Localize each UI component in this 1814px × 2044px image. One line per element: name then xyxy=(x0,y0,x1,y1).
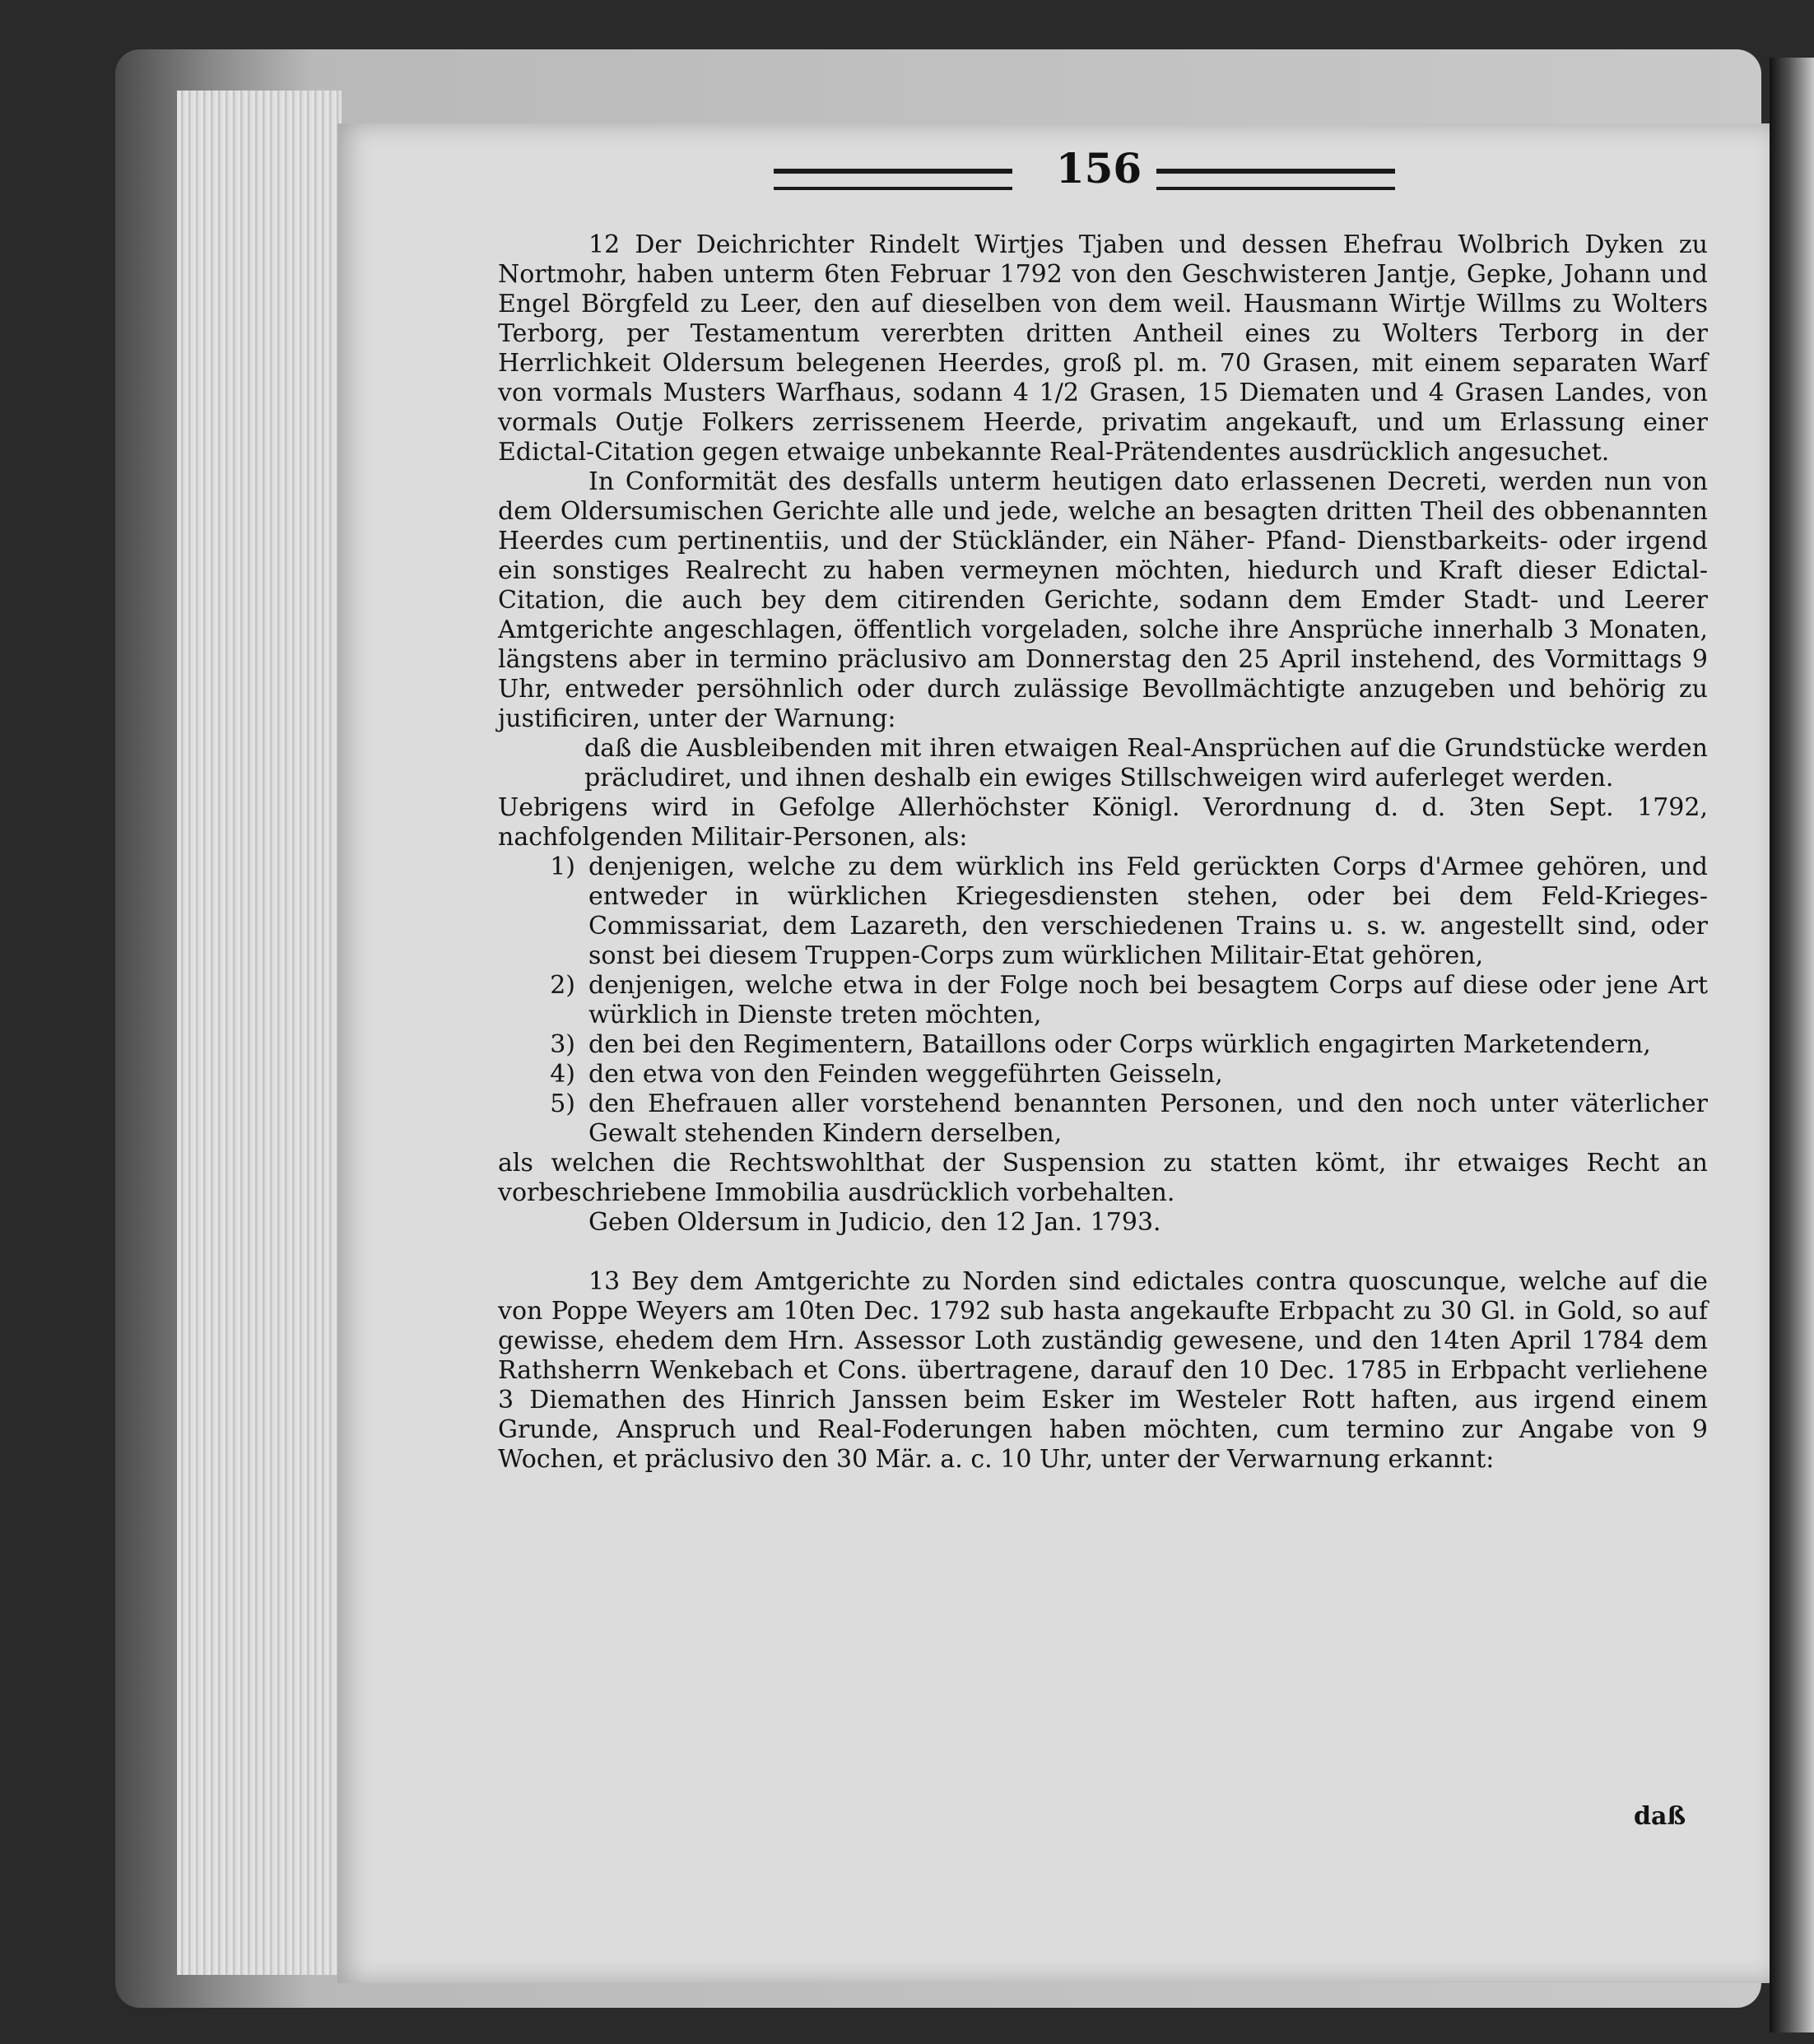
entry-12-warning-quote: daß die Ausbleibenden mit ihren etwaigen Real-Ansprüchen auf die Grundstücke werden präcludiret, und ihnen deshalb ein ewiges Stillschweigen wird auferleget werden. xyxy=(584,734,1708,792)
entry-12-paragraph-3: Uebrigens wird in Gefolge Allerhöchster Königl. Verordnung d. d. 3ten Sept. 1792, nachfolgenden Militair-Personen, als: xyxy=(498,793,1708,852)
page-number: 156 xyxy=(1055,144,1142,193)
header-rule-right xyxy=(1156,169,1395,190)
list-item-text: denjenigen, welche etwa in der Folge noch bei besagtem Corps auf diese oder jene Art würklich in Dienste treten möchten, xyxy=(588,971,1708,1029)
entry-13-paragraph-1: 13 Bey dem Amtgerichte zu Norden sind edictales contra quoscunque, welche auf die von Poppe Weyers am 10ten Dec. 1792 sub hasta angekaufte Erbpacht zu 30 Gl. in Gold, so auf gewisse, ehedem dem Hrn. Assessor Loth zuständig gewesene, und den 14ten April 1784 dem Rathsherrn Wenkebach et Cons. übertragene, darauf den 10 Dec. 1785 in Erbpacht verliehene 3 Diemathen des Hinrich Janssen beim Esker im Westeler Rott haften, aus irgend einem Grunde, Anspruch und Real-Foderungen haben möchten, cum termino zur Angabe von 9 Wochen, et präclusivo den 30 Mär. a. c. 10 Uhr, unter der Verwarnung erkannt: xyxy=(498,1267,1708,1474)
list-item-text: den etwa von den Feinden weggeführten Geisseln, xyxy=(588,1060,1223,1089)
header-rule-left xyxy=(774,169,1012,190)
page-body xyxy=(498,230,1708,1475)
list-item xyxy=(498,1089,1708,1149)
list-item-text: den bei den Regimentern, Bataillons oder Corps würklich engagirten Marketendern, xyxy=(588,1030,1651,1059)
list-item-number: 5) xyxy=(550,1089,575,1118)
page-stack-edges xyxy=(177,91,342,1975)
entry-12-paragraph-4: als welchen die Rechtswohlthat der Suspension zu statten kömt, ihr etwaiges Recht an vorbeschriebene Immobilia ausdrücklich vorbehalten. xyxy=(498,1149,1708,1207)
book-page xyxy=(337,123,1770,1983)
list-item xyxy=(498,1060,1708,1089)
entry-separator xyxy=(498,1238,1708,1267)
list-item-text: denjenigen, welche zu dem würklich ins Feld gerückten Corps d'Armee gehören, und entweder in würklichen Kriegesdiensten stehen, oder bei dem Feld-Krieges-Commissariat, dem Lazareth, den verschiedenen Trains u. s. w. angestellt sind, oder sonst bei diesem Truppen-Corps zum würklichen Militair-Etat gehören, xyxy=(588,852,1708,970)
list-item-number: 3) xyxy=(550,1030,575,1059)
list-item-number: 2) xyxy=(550,971,575,1000)
list-item xyxy=(498,971,1708,1030)
list-item-number: 1) xyxy=(550,852,575,881)
list-item-number: 4) xyxy=(550,1060,575,1089)
page-header xyxy=(337,144,1770,202)
entry-12-paragraph-1: 12 Der Deichrichter Rindelt Wirtjes Tjaben und dessen Ehefrau Wolbrich Dyken zu Nortmohr, haben unterm 6ten Februar 1792 von den Geschwisteren Jantje, Gepke, Johann und Engel Börgfeld zu Leer, den auf dieselben von dem weil. Hausmann Wirtje Willms zu Wolters Terborg, per Testamentum vererbten dritten Antheil eines zu Wolters Terborg in der Herrlichkeit Oldersum belegenen Heerdes, groß pl. m. 70 Grasen, mit einem separaten Warf von vormals Musters Warfhaus, sodann 4 1/2 Grasen, 15 Diematen und 4 Grasen Landes, von vormals Outje Folkers zerrissenem Heerde, privatim angekauft, und um Erlassung einer Edictal-Citation gegen etwaige unbekannte Real-Prätendentes ausdrücklich angesuchet. xyxy=(498,230,1708,467)
entry-12-paragraph-2: In Conformität des desfalls unterm heutigen dato erlassenen Decreti, werden nun von dem Oldersumischen Gerichte alle und jede, welche an besagten dritten Theil des obbenannten Heerdes cum pertinentiis, und der Stückländer, ein Näher- Pfand- Dienstbarkeits- oder irgend ein sonstiges Realrecht zu haben vermeynen möchten, hiedurch und Kraft dieser Edictal-Citation, die auch bey dem citirenden Gerichte, sodann dem Emder Stadt- und Leerer Amtgerichte angeschlagen, öffentlich vorgeladen, solche ihre Ansprüche innerhalb 3 Monaten, längstens aber in termino präclusivo am Donnerstag den 25 April instehend, des Vormittags 9 Uhr, entweder persöhnlich oder durch zulässige Bevollmächtigte anzugeben und behörig zu justificiren, unter der Warnung: xyxy=(498,467,1708,733)
list-item xyxy=(498,1030,1708,1060)
book-gutter xyxy=(1770,58,1814,2032)
entry-12-dateline: Geben Oldersum in Judicio, den 12 Jan. 1793. xyxy=(588,1208,1161,1237)
catchword: daß xyxy=(1634,1802,1686,1831)
list-item-text: den Ehefrauen aller vorstehend benannten Personen, und den noch unter väterlicher Gewalt stehenden Kindern derselben, xyxy=(588,1089,1708,1148)
list-item xyxy=(498,852,1708,971)
